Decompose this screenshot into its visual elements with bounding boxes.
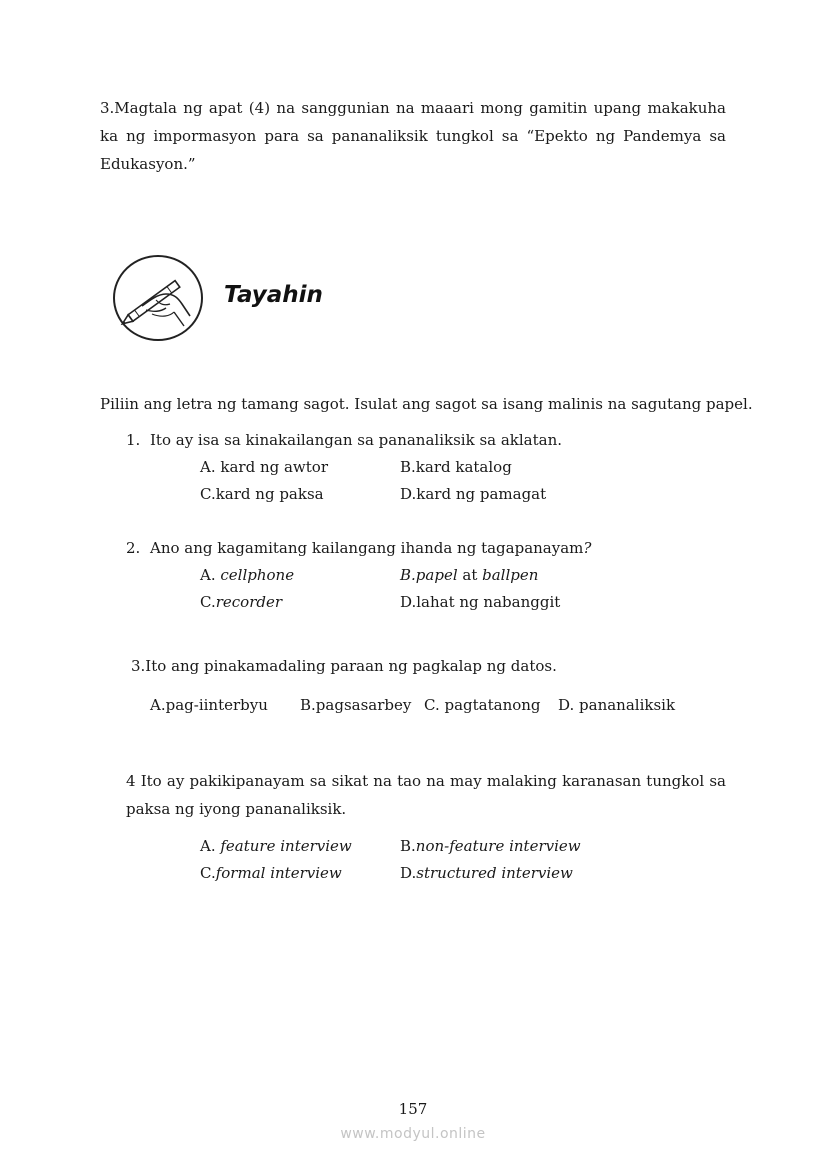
q1-choice-a: A. kard ng awtor <box>200 458 328 476</box>
q3-choice-c: C. pagtatanong <box>424 696 541 714</box>
q2-choice-c: C.recorder <box>200 593 283 611</box>
exercise-item-3: 3.Magtala ng apat (4) na sanggunian na maaari mong gamitin upang makakuha ka ng impormasyon para sa pananaliksik tungkol sa “Epekto ng Pandemya sa Edukasyon.” <box>100 99 726 173</box>
q4-choice-d: D.structured interview <box>400 864 573 882</box>
q1-text: Ito ay isa sa kinakailangan sa pananaliksik sa aklatan. <box>150 431 563 449</box>
q3-text: 3.Ito ang pinakamadaling paraan ng pagkalap ng datos. <box>131 657 557 675</box>
q4-choice-a: A. feature interview <box>200 837 352 855</box>
instructions: Piliin ang letra ng tamang sagot. Isulat ang sagot sa isang malinis na sagutang papel. <box>100 395 753 413</box>
q1-choice-c: C.kard ng paksa <box>200 485 324 503</box>
q4-choice-b: B.non-feature interview <box>400 837 581 855</box>
q3-choice-d: D. pananaliksik <box>558 696 676 714</box>
q3-choice-b: B.pagsasarbey <box>300 696 412 714</box>
q4-choice-c: C.formal interview <box>200 864 342 882</box>
q3-choice-a: A.pag-iinterbyu <box>150 696 268 714</box>
q2-text: Ano ang kagamitang kailangang ihanda ng tagapanayam? <box>150 539 592 557</box>
q2-choice-b: B.papel at ballpen <box>400 566 539 584</box>
q1-choice-d: D.kard ng pamagat <box>400 485 547 503</box>
q1-number: 1. <box>126 431 141 449</box>
section-title: Tayahin <box>224 282 323 308</box>
hand-writing-icon <box>112 254 204 342</box>
q2-choice-a: A. cellphone <box>200 566 295 584</box>
q4-text: 4 Ito ay pakikipanayam sa sikat na tao na may malaking karanasan tungkol sa paksa ng iyong pananaliksik. <box>126 772 726 818</box>
page-number: 157 <box>398 1100 428 1118</box>
q2-number: 2. <box>126 539 141 557</box>
q1-choice-b: B.kard katalog <box>400 458 512 476</box>
watermark: www.modyul.online <box>340 1126 486 1142</box>
q2-choice-d: D.lahat ng nabanggit <box>400 593 561 611</box>
